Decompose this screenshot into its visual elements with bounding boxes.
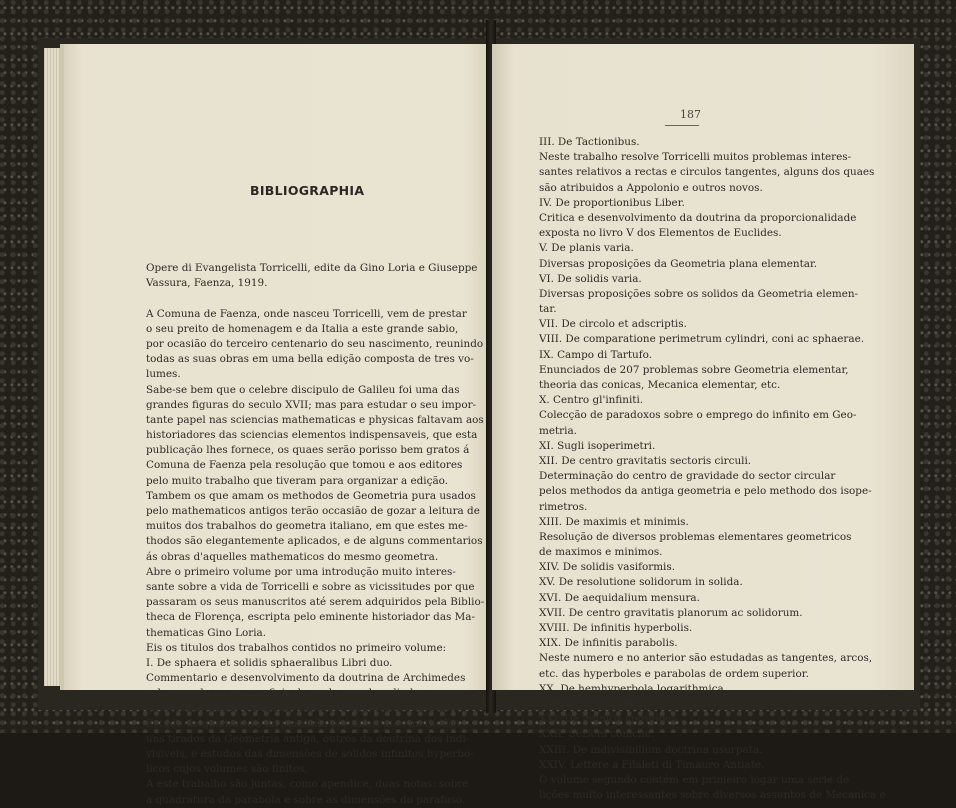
text-line: Enunciados de 207 problemas sobre Geometria elementar, [539, 363, 849, 376]
text-line: Resolução de diversos problemas elementares geometricos [539, 530, 852, 543]
text-line: ás obras d'aquelles mathematicos do mesmo geometra. [146, 550, 439, 563]
text-line: a quadratura da parabola e sobre as dimensões do parafuso. [146, 793, 466, 806]
text-line: II. De dimensione parabolae solidique hyperbolici libri duo. [146, 702, 460, 715]
text-line: Abre o primeiro volume por uma introdução muito interes- [146, 565, 456, 578]
text-line: uns tirados da Geometria antiga, outros da doutrina dos indi- [146, 732, 470, 745]
text-line: Vassura, Faenza, 1919. [146, 277, 268, 290]
text-line: XVI. De aequidalium mensura. [539, 591, 700, 604]
left-page [60, 44, 490, 806]
text-line: o seu preito de homenagem e da Italia a este grande sabio, [146, 322, 459, 335]
section-title: BIBLIOGRAPHIA [250, 183, 365, 198]
text-line: passaram os seus manuscritos até serem adquiridos pela Biblio- [146, 596, 485, 609]
text-line: theca de Florença, escripta pelo eminente historiador das Ma- [146, 611, 476, 624]
text-line: tante papel nas sciencias mathematicas e physicas faltavam aos [146, 413, 484, 426]
text-line: XX. De hemhyperbola logarithmica. [539, 682, 728, 695]
text-line: todas as suas obras em uma bella edição composta de tres vo- [146, 353, 474, 366]
text-line: santes relativos a rectas e circulos tangentes, alguns dos quaes [539, 166, 875, 179]
left-text-column [146, 261, 484, 808]
text-line: muitos dos trabalhos do geometra italiano, em que estes me- [146, 520, 468, 533]
text-line: historiadores das sciencias elementos indispensaveis, que esta [146, 429, 478, 442]
text-line: Diversas proposições da Geometria plana elementar. [539, 257, 818, 270]
text-line: Colecção de paradoxos sobre o emprego do infinito em Geo- [539, 409, 857, 422]
text-line: thematicas Gino Loria. [146, 626, 267, 639]
text-line: XXIV. Lettere a Filaleti di Timauro Antiate. [539, 758, 765, 771]
text-line: exposta no livro V dos Elementos de Euclides. [539, 227, 782, 240]
text-line: III. De Tactionibus. [539, 136, 640, 148]
text-line: Critica e desenvolvimento da doutrina da proporcionalidade [539, 211, 857, 224]
text-line: XIX. De infinitis parabolis. [539, 637, 678, 650]
text-line: publicação lhes fornece, os quaes serão porisso bem gratos á [146, 444, 470, 457]
text-line: são atribuidos a Appolonio e outros novos. [539, 181, 763, 194]
text-line: Tambem os que amam os methodos de Geometria pura usados [146, 489, 476, 502]
right-text-column [539, 135, 886, 803]
text-line: de maximos e minimos. [539, 546, 663, 559]
text-line: XII. De centro gravitatis sectoris circuli. [539, 454, 752, 467]
text-line: A este trabalho são juntas, como apendice, duas notas: sobre [146, 778, 469, 791]
text-line [146, 291, 484, 306]
text-line: Neste trabalho resolve Torricelli muitos problemas interes- [539, 151, 852, 164]
text-line: Commentario e desenvolvimento da doutrina de Archimedes [146, 672, 466, 685]
text-line: O volume segundo contém em primeiro logar uma serie de [539, 773, 850, 786]
text-line: XI. Sugli isoperimetri. [539, 439, 656, 452]
text-line: sante sobre a vida de Torricelli e sobre as vicissitudes por que [146, 580, 475, 593]
text-line: licos cujos volumes são finitos. [146, 763, 308, 776]
text-line: Estudo da logarithmica. [539, 697, 666, 710]
text-line: VII. De circolo et adscriptis. [539, 318, 687, 331]
text-line: I. De sphaera et solidis sphaeralibus Libri duo. [146, 656, 393, 669]
text-line: visiveis, e estudos das dimensões de solidos infinitos hyperbo- [146, 748, 474, 760]
text-line: XXI. De infinitis spiralibus. [539, 713, 681, 726]
text-line: grandes figuras do seculo XVII; mas para estudar o seu impor- [146, 398, 477, 411]
text-line: Estudo da quadratura da parabola por diferentes methodos, [146, 717, 464, 730]
text-line: XVIII. De infinitis hyperbolis. [539, 622, 693, 634]
text-line: tar. [539, 303, 557, 316]
text-line: VIII. De comparatione perimetrum cylindri, coni ac sphaerae. [539, 333, 865, 346]
text-line: Opere di Evangelista Torricelli, edite da Gino Loria e Giuseppe [146, 262, 478, 274]
text-line: metria. [539, 424, 577, 437]
text-line: IX. Campo di Tartufo. [539, 348, 652, 361]
text-line: pelo mathematicos antigos terão occasião de gozar a leitura de [146, 505, 480, 517]
text-line: rimetros. [539, 500, 588, 513]
text-line: por ocasião do terceiro centenario do seu nascimento, reunindo [146, 337, 484, 350]
text-line: Determinação do centro de gravidade do sector circular [539, 470, 836, 483]
text-line: XXIII. De indivisibilium doctrina usurpata. [539, 743, 763, 756]
text-line: XXII. Sezioni coniche. [539, 728, 655, 741]
text-line: Neste numero e no anterior são estudadas as tangentes, arcos, [539, 652, 873, 665]
text-line: Diversas proposições sobre os solidos da Geometria elemen- [539, 287, 859, 300]
text-line: Comuna de Faenza pela resolução que tomou e aos editores [146, 459, 463, 472]
text-line: theoria das conicas, Mecanica elementar, etc. [539, 379, 781, 391]
text-line: XVII. De centro gravitatis planorum ac solidorum. [539, 606, 803, 619]
text-line: XIV. De solidis vasiformis. [539, 561, 676, 574]
text-line: pelo muito trabalho que tiveram para organizar a edição. [146, 474, 449, 487]
text-line: X. Centro gl'infiniti. [539, 394, 644, 407]
page-number-rule [665, 125, 699, 126]
text-line: lições muito interessantes sobre diversos assuntos de Mecanica e [539, 789, 886, 802]
text-line: etc. das hyperboles e parabolas de ordem superior. [539, 667, 809, 680]
text-line: sobre o volume e superficie da esphera e do cylindro. [146, 687, 428, 700]
text-line: A Comuna de Faenza, onde nasceu Torricelli, vem de prestar [146, 307, 467, 320]
text-line: V. De planis varia. [539, 242, 634, 255]
text-line: XV. De resolutione solidorum in solida. [539, 576, 743, 589]
text-line: lumes. [146, 368, 181, 381]
text-line: thodos são elegantemente aplicados, e de alguns commentarios [146, 535, 483, 548]
text-line: VI. De solidis varia. [539, 272, 642, 285]
right-page [492, 44, 914, 802]
text-line: pelos methodos da antiga geometria e pelo methodo dos isope- [539, 485, 872, 498]
text-line: Sabe-se bem que o celebre discipulo de Galileu foi uma das [146, 383, 460, 396]
text-line: IV. De proportionibus Liber. [539, 196, 685, 209]
text-line: Eis os titulos dos trabalhos contidos no primeiro volume: [146, 641, 447, 654]
text-line: XIII. De maximis et minimis. [539, 515, 689, 528]
page-number: 187 [680, 108, 701, 121]
